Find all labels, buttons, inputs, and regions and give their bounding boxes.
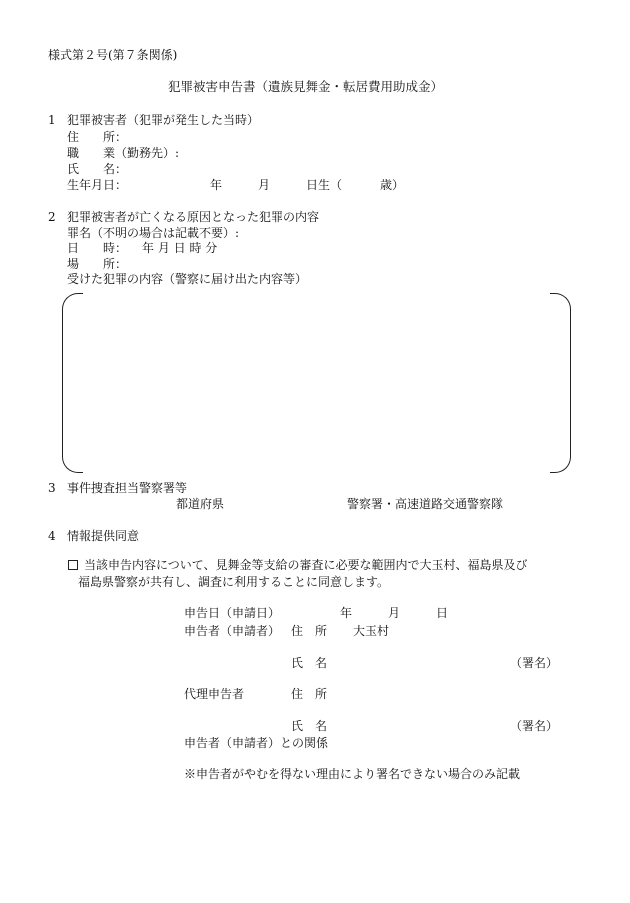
applicant-name-label: 氏 名 [291, 656, 328, 670]
agent-address-label: 住 所 [291, 687, 328, 701]
section-3-heading: 事件捜査担当警察署等 [67, 481, 188, 495]
crime-datetime-label: 日 時： [67, 241, 128, 255]
content-box-right-bracket [550, 293, 571, 473]
content-box-left-bracket [62, 293, 83, 473]
consent-text-line-1: 当該申告内容について、見舞金等支給の審査に必要な範囲内で大玉村、福島県及び [84, 558, 528, 572]
section-1-number: 1 [48, 113, 56, 127]
victim-address-label: 住 所： [67, 130, 128, 144]
victim-occupation-label: 職 業（勤務先）: [67, 146, 180, 160]
crime-content-area[interactable] [84, 298, 548, 466]
victim-name-label: 氏 名： [67, 162, 128, 176]
consent-text-line-2: 福島県警察が共有し、調査に利用することに同意します。 [78, 575, 390, 589]
crime-content-label: 受けた犯罪の内容（警察に届け出た内容等） [67, 272, 308, 286]
prefecture-unit: 都道府県 [176, 497, 225, 511]
relation-label: 申告者（申請者）との関係 [184, 736, 329, 750]
agent-name-label: 氏 名 [291, 719, 328, 733]
section-4-number: 4 [48, 529, 56, 543]
section-3-number: 3 [48, 481, 56, 495]
applicant-address-label: 住 所 [291, 624, 328, 638]
dob-month-unit: 月 [258, 178, 271, 192]
document-title: 犯罪被害申告書（遺族見舞金・転居費用助成金） [168, 79, 444, 94]
crime-name-label: 罪名（不明の場合は記載不要）: [67, 226, 240, 240]
crime-datetime-units: 年 月 日 時 分 [142, 241, 218, 255]
applicant-label: 申告者（申請者） [184, 624, 281, 638]
applicant-address-value: 大玉村 [353, 624, 390, 638]
consent-checkbox[interactable] [68, 560, 78, 570]
section-2-heading: 犯罪被害者が亡くなる原因となった犯罪の内容 [67, 210, 320, 224]
victim-dob-label: 生年月日： [67, 178, 128, 192]
dob-year-unit: 年 [210, 178, 223, 192]
section-2-number: 2 [48, 210, 56, 224]
agent-label: 代理申告者 [184, 687, 245, 701]
police-station-unit: 警察署・高速道路交通警察隊 [347, 497, 504, 511]
applicant-signature-label: （署名） [510, 656, 559, 670]
section-1-heading: 犯罪被害者（犯罪が発生した当時） [67, 113, 260, 127]
crime-place-label: 場 所： [67, 257, 128, 271]
declaration-month-unit: 月 [388, 606, 401, 620]
form-number-label: 様式第２号(第７条関係) [48, 48, 178, 62]
declaration-day-unit: 日 [436, 606, 449, 620]
section-4-heading: 情報提供同意 [67, 529, 140, 543]
dob-day-unit: 日生（ [306, 178, 343, 192]
declaration-year-unit: 年 [340, 606, 353, 620]
dob-age-unit: 歳） [380, 178, 405, 192]
declaration-date-label: 申告日（申請日） [184, 606, 281, 620]
agent-signature-label: （署名） [510, 719, 559, 733]
signature-note: ※申告者がやむを得ない理由により署名できない場合のみ記載 [184, 767, 521, 781]
